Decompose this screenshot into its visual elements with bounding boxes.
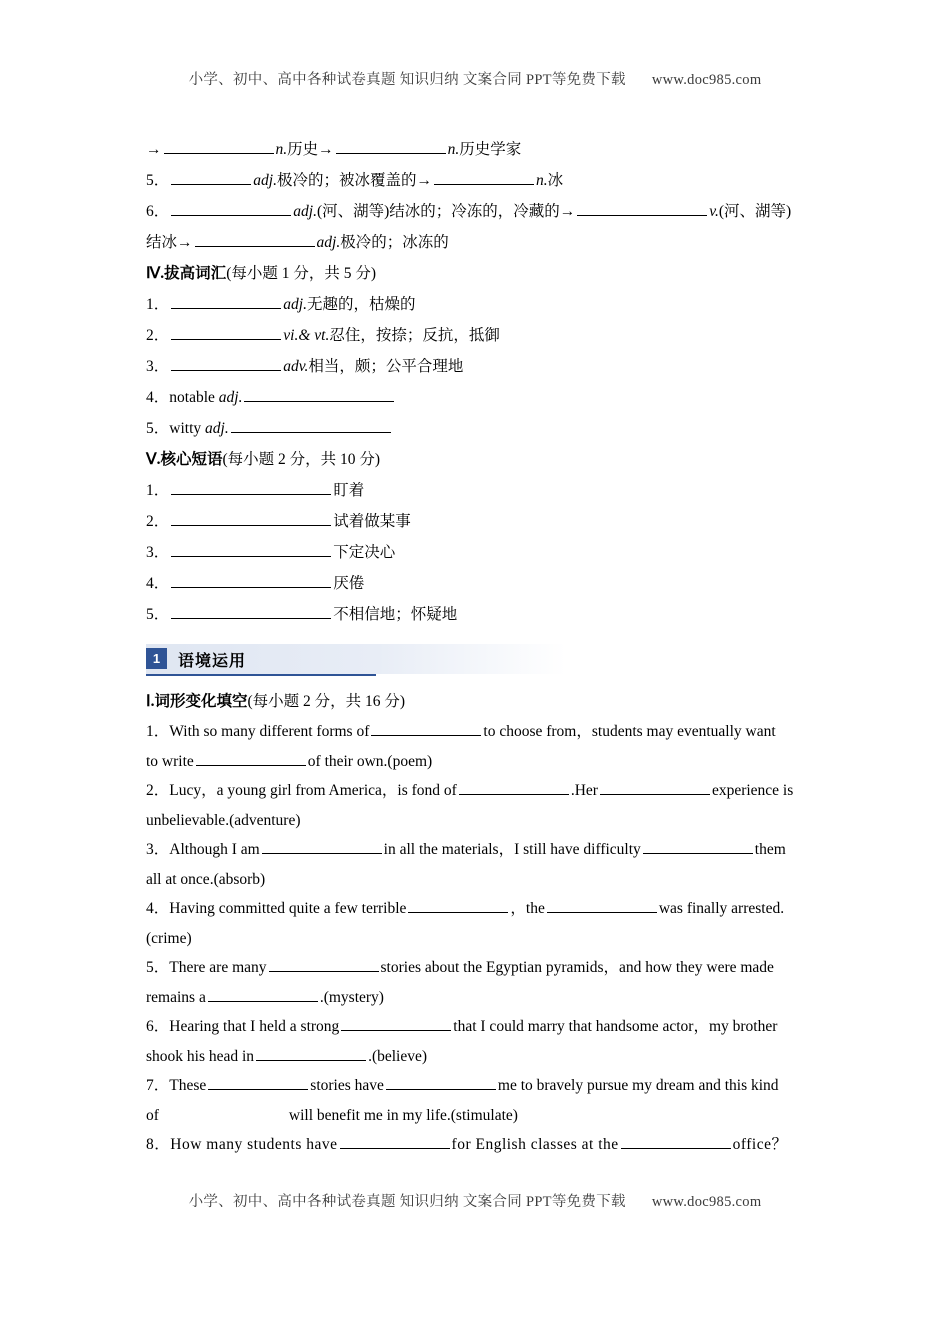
- question-4: [146, 894, 814, 953]
- watermark-top: [0, 68, 950, 89]
- question-text: stories have: [310, 1077, 384, 1094]
- section-4-item-4: [146, 382, 814, 413]
- meaning-text: 忍住，按捺；反抗，抵御: [329, 327, 500, 344]
- item-number: 7．: [146, 1077, 170, 1094]
- answer-blank[interactable]: [371, 720, 481, 736]
- answer-blank[interactable]: [643, 838, 753, 854]
- question-text: office？: [732, 1136, 788, 1153]
- section-banner: [146, 644, 566, 678]
- answer-blank[interactable]: [171, 541, 331, 557]
- pos-label: adj.: [316, 234, 341, 251]
- section-5-title: Ⅴ.核心短语: [146, 451, 223, 468]
- answer-blank[interactable]: [341, 1015, 451, 1031]
- question-3: [146, 835, 814, 894]
- answer-blank[interactable]: [244, 386, 394, 402]
- pos-label: vi.& vt.: [283, 327, 330, 344]
- section-5-item-2: [146, 506, 814, 537]
- question-2: [146, 776, 814, 835]
- question-text: How many students have: [170, 1136, 338, 1153]
- question-text: .Her: [570, 782, 598, 799]
- question-text: unbelievable.(adventure): [146, 811, 301, 829]
- meaning-text: 结冰→: [146, 234, 193, 251]
- question-text: .(believe): [368, 1047, 428, 1065]
- answer-blank[interactable]: [208, 1074, 308, 1090]
- meaning-text: 相当，颇；公平合理地: [308, 358, 464, 375]
- question-text: ，the: [510, 900, 545, 917]
- question-text: all at once.(absorb): [146, 870, 266, 888]
- answer-blank[interactable]: [600, 779, 710, 795]
- meaning-text: 试着做某事: [333, 513, 411, 530]
- question-text: Although I am: [169, 841, 260, 858]
- answer-blank[interactable]: [231, 417, 391, 433]
- answer-blank[interactable]: [171, 479, 331, 495]
- answer-blank[interactable]: [196, 750, 306, 766]
- section-5-item-5: [146, 599, 814, 630]
- item-6-line-2: [146, 227, 814, 258]
- meaning-text: 盯着: [333, 482, 365, 499]
- pos-1: n.: [275, 141, 288, 158]
- question-text: stories about the Egyptian pyramids，and how they were made: [380, 959, 774, 976]
- meaning-text: 极冷的；被冰覆盖的→: [276, 172, 432, 189]
- item-number: 5．: [146, 172, 170, 189]
- item-6-line-1: [146, 196, 814, 227]
- meaning-text: 厌倦: [333, 575, 365, 592]
- watermark-site: www.doc985.com: [651, 72, 762, 88]
- watermark-text: 小学、初中、高中各种试卷真题 知识归纳 文案合同 PPT等免费下载: [188, 1194, 626, 1210]
- meaning-text: 无趣的，枯燥的: [306, 296, 416, 313]
- section-4-title: Ⅳ.拔高词汇: [146, 265, 227, 282]
- item-number: 5．: [146, 959, 170, 976]
- answer-blank[interactable]: [459, 779, 569, 795]
- answer-blank[interactable]: [434, 169, 534, 185]
- item-number: 1．: [146, 723, 170, 740]
- answer-blank[interactable]: [171, 572, 331, 588]
- pos-label: v.: [709, 203, 719, 220]
- pos-label: adj.: [293, 203, 317, 220]
- answer-blank[interactable]: [171, 293, 281, 309]
- answer-blank[interactable]: [208, 986, 318, 1002]
- question-text: These: [169, 1077, 207, 1094]
- answer-blank[interactable]: [577, 200, 707, 216]
- answer-blank[interactable]: [171, 510, 331, 526]
- question-text: was finally arrested.: [658, 900, 785, 917]
- watermark-site: www.doc985.com: [651, 1194, 762, 1210]
- item-number: 6．: [146, 203, 170, 220]
- question-text: to write: [146, 752, 194, 770]
- question-text: that I could marry that handsome actor，my brother: [453, 1018, 778, 1035]
- pos-label: adj.: [283, 296, 307, 313]
- question-text: them: [754, 841, 786, 858]
- question-text: to choose from，students may eventually want: [483, 723, 776, 740]
- section-5-score-note: (每小题 2 分，共 10 分): [222, 451, 381, 468]
- section-1-title: Ⅰ.词形变化填空: [146, 693, 248, 710]
- item-number: 1．: [146, 296, 170, 313]
- item-5-line: [146, 165, 814, 196]
- pos-2: n.: [447, 141, 460, 158]
- meaning-text: 冰: [547, 172, 564, 189]
- question-text: of: [146, 1106, 159, 1124]
- question-1: [146, 717, 814, 776]
- answer-blank[interactable]: [256, 1045, 366, 1061]
- word-text: notable: [169, 389, 215, 406]
- question-text: for English classes at the: [451, 1136, 619, 1153]
- arrow-1: →: [146, 141, 162, 158]
- item-number: 4．: [146, 900, 170, 917]
- pos-label: adj.: [205, 420, 229, 437]
- item-number: 4．: [146, 389, 170, 406]
- item-number: 2．: [146, 782, 170, 799]
- section-4-score-note: (每小题 1 分，共 5 分): [226, 265, 377, 282]
- meaning-text: (河、湖等): [718, 203, 792, 220]
- item-number: 5．: [146, 606, 170, 623]
- section-5-item-3: [146, 537, 814, 568]
- question-text: Hearing that I held a strong: [169, 1018, 340, 1035]
- answer-blank[interactable]: [386, 1074, 496, 1090]
- item-number: 3．: [146, 841, 170, 858]
- meaning-text: 不相信地；怀疑地: [333, 606, 458, 623]
- banner-rule: [146, 674, 376, 676]
- question-text: of their own.(poem): [307, 752, 433, 770]
- meaning-2: 历史学家: [459, 141, 522, 158]
- item-number: 2．: [146, 327, 170, 344]
- answer-blank[interactable]: [171, 603, 331, 619]
- item-number: 3．: [146, 544, 170, 561]
- question-text: (crime): [146, 929, 192, 947]
- item-number: 2．: [146, 513, 170, 530]
- pos-label: adj.: [253, 172, 277, 189]
- meaning-1: 历史: [287, 141, 319, 158]
- section-4-item-2: [146, 320, 814, 351]
- document-content: [146, 134, 814, 1160]
- pos-label: adv.: [283, 358, 309, 375]
- arrow-2: →: [318, 141, 334, 158]
- answer-blank[interactable]: [336, 138, 446, 154]
- section-1-score-note: (每小题 2 分，共 16 分): [247, 693, 406, 710]
- question-text: .(mystery): [319, 988, 384, 1006]
- question-text: in all the materials，I still have difficulty: [383, 841, 641, 858]
- section-4-item-1: [146, 289, 814, 320]
- answer-blank[interactable]: [269, 956, 379, 972]
- word-text: witty: [169, 420, 202, 437]
- watermark-bottom: [0, 1190, 950, 1211]
- question-text: There are many: [169, 959, 267, 976]
- item-number: 1．: [146, 482, 170, 499]
- item-number: 5．: [146, 420, 170, 437]
- answer-blank[interactable]: [408, 897, 508, 913]
- question-7: [146, 1071, 814, 1130]
- meaning-text: (河、湖等)结冰的；冷冻的，冷藏的→: [316, 203, 576, 220]
- question-text: With so many different forms of: [169, 723, 370, 740]
- section-4-heading: [146, 258, 814, 289]
- section-5-heading: [146, 444, 814, 475]
- meaning-text: 下定决心: [333, 544, 396, 561]
- answer-blank[interactable]: [340, 1133, 450, 1149]
- section-4-item-5: [146, 413, 814, 444]
- banner-number: 1: [146, 648, 167, 669]
- item-number: 6．: [146, 1018, 170, 1035]
- question-text: me to bravely pursue my dream and this kind: [497, 1077, 779, 1094]
- section-5-item-4: [146, 568, 814, 599]
- banner-title: 语境运用: [178, 653, 247, 670]
- answer-blank[interactable]: [262, 838, 382, 854]
- pos-label: adj.: [218, 389, 243, 406]
- section-5-item-1: [146, 475, 814, 506]
- answer-blank[interactable]: [547, 897, 657, 913]
- question-text: shook his head in: [146, 1047, 255, 1065]
- continuation-line: [146, 134, 814, 165]
- section-1-heading: [146, 686, 814, 717]
- answer-blank[interactable]: [171, 355, 281, 371]
- answer-blank[interactable]: [621, 1133, 731, 1149]
- item-number: 4．: [146, 575, 170, 592]
- item-number: 8．: [146, 1136, 171, 1153]
- answer-blank[interactable]: [171, 324, 281, 340]
- answer-blank[interactable]: [171, 169, 251, 185]
- answer-blank[interactable]: [171, 200, 291, 216]
- answer-blank[interactable]: [195, 231, 315, 247]
- question-6: [146, 1012, 814, 1071]
- item-number: 3．: [146, 358, 170, 375]
- pos-label: n.: [535, 172, 548, 189]
- answer-blank[interactable]: [164, 138, 274, 154]
- question-5: [146, 953, 814, 1012]
- question-text: experience is: [711, 782, 794, 799]
- question-text: Lucy，a young girl from America，is fond of: [169, 782, 457, 799]
- question-text: Having committed quite a few terrible: [169, 900, 407, 917]
- question-text: will benefit me in my life.(stimulate): [288, 1106, 518, 1124]
- question-text: remains a: [146, 988, 206, 1006]
- question-8: [146, 1130, 814, 1160]
- section-4-item-3: [146, 351, 814, 382]
- meaning-text: 极冷的；冰冻的: [340, 234, 449, 251]
- watermark-text: 小学、初中、高中各种试卷真题 知识归纳 文案合同 PPT等免费下载: [188, 72, 626, 88]
